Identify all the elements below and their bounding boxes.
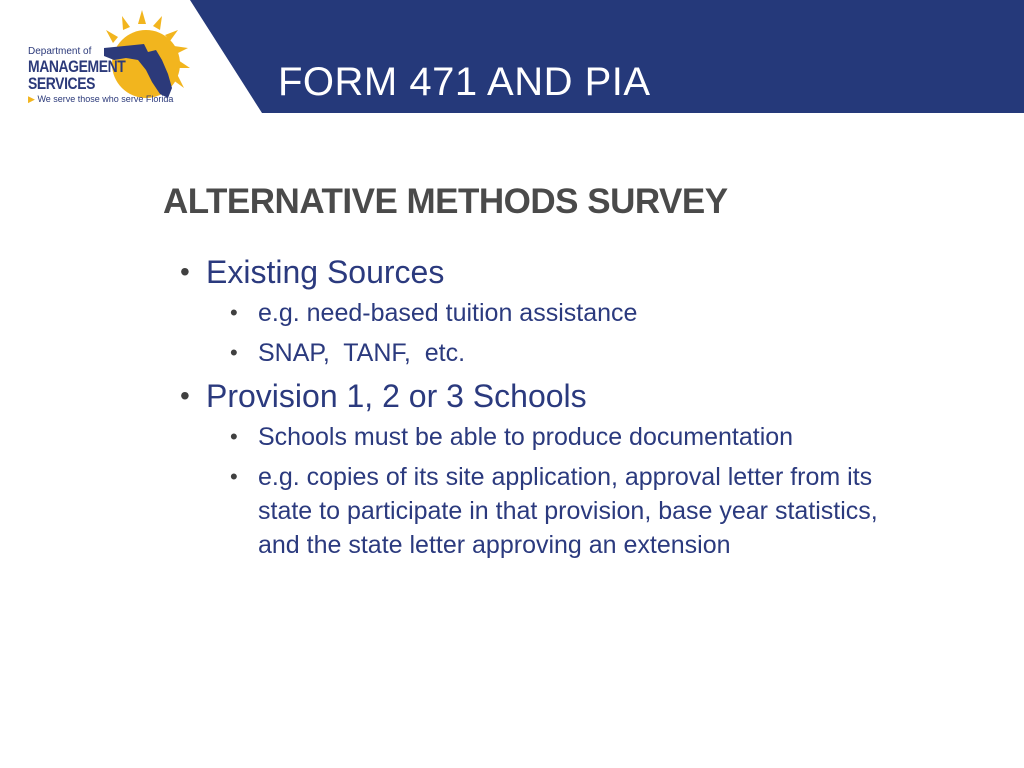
slide-title: FORM 471 AND PIA xyxy=(278,60,651,104)
bullet-item-existing-sources xyxy=(180,250,940,370)
sub-bullet-item xyxy=(230,336,898,370)
sub-bullet-text: SNAP, TANF, etc. xyxy=(258,339,466,367)
bullet-dot-icon: • xyxy=(180,256,190,287)
section-heading: ALTERNATIVE METHODS SURVEY xyxy=(163,182,728,221)
logo-name-line2: SERVICES xyxy=(28,74,95,93)
bullet-dot-icon: • xyxy=(180,380,190,411)
sub-bullet-item xyxy=(230,420,898,454)
logo-department: Department of xyxy=(28,46,92,57)
play-triangle-icon: ▶ xyxy=(28,94,35,104)
sub-bullet-item xyxy=(230,296,898,330)
logo-tagline-row xyxy=(28,94,198,105)
bullet-dot-icon: • xyxy=(230,340,238,365)
bullet-list xyxy=(180,250,940,562)
logo-tagline: We serve those who serve Florida xyxy=(37,94,174,104)
sub-bullet-text: e.g. copies of its site application, approval letter from its state to participate in that provision, base year statistics, and the state letter approving an extension xyxy=(258,463,878,559)
dms-logo xyxy=(28,8,198,112)
sub-bullet-list xyxy=(230,420,940,562)
logo-name-line1: MANAGEMENT xyxy=(28,57,126,76)
sub-bullet-list xyxy=(230,296,940,370)
bullet-item-provision-schools xyxy=(180,374,940,562)
bullet-text: Existing Sources xyxy=(206,254,445,290)
logo-text xyxy=(28,46,198,105)
sub-bullet-text: e.g. need-based tuition assistance xyxy=(258,299,638,327)
sub-bullet-text: Schools must be able to produce documentation xyxy=(258,423,794,451)
bullet-dot-icon: • xyxy=(230,464,238,489)
sub-bullet-item xyxy=(230,460,898,562)
bullet-content xyxy=(180,250,940,566)
bullet-dot-icon: • xyxy=(230,424,238,449)
bullet-dot-icon: • xyxy=(230,300,238,325)
bullet-text: Provision 1, 2 or 3 Schools xyxy=(206,378,587,414)
